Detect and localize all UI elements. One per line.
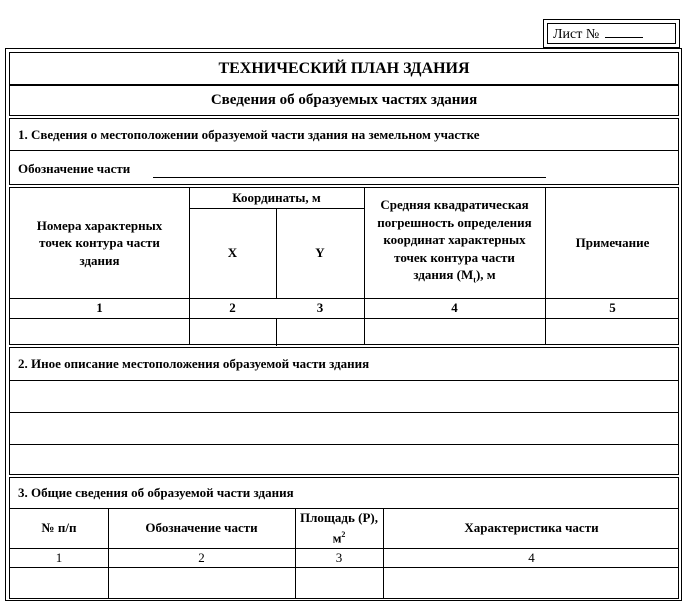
col-x: X: [227, 245, 238, 261]
col-area: [295, 508, 383, 548]
description-line[interactable]: [10, 380, 678, 412]
designation-row: [10, 150, 678, 185]
col-num-3: 3: [316, 300, 324, 316]
form-frame: [5, 48, 682, 601]
col-area-sup: 2: [341, 530, 346, 540]
col-index: № п/п: [41, 520, 77, 536]
col-num-1: 1: [96, 300, 103, 316]
table-row[interactable]: [10, 318, 678, 346]
table-row[interactable]: [10, 567, 678, 599]
description-line[interactable]: [10, 412, 678, 444]
subtitle-box: [9, 85, 679, 116]
col-rms-error: [364, 188, 545, 298]
col-rms-error-unit: ), м: [475, 267, 496, 283]
sheet-number-field[interactable]: [547, 23, 676, 44]
section3: [9, 477, 679, 599]
section3-heading: 3. Общие сведения об образуемой части здания: [18, 485, 294, 500]
description-line[interactable]: [10, 444, 678, 475]
col3-num-4: 4: [528, 549, 535, 565]
col-num-4: 4: [451, 300, 458, 316]
col-rms-error-sub: t: [473, 276, 476, 286]
page-title: ТЕХНИЧЕСКИЙ ПЛАН ЗДАНИЯ: [218, 60, 470, 77]
section2-heading: 2. Иное описание местоположения образуемой части здания: [18, 356, 370, 371]
sheet-number-blank[interactable]: [605, 25, 643, 38]
sheet-number-box: [543, 19, 680, 48]
coordinates-table: [9, 187, 679, 345]
col-note: Примечание: [575, 235, 650, 251]
col-num-5: 5: [609, 300, 616, 316]
sheet-number-label: Лист №: [553, 27, 600, 42]
col-point-numbers: Номера характерных точек контура части здания: [36, 217, 163, 268]
col3-num-2: 2: [198, 549, 205, 565]
page-subtitle: Сведения об образуемых частях здания: [210, 92, 478, 108]
col3-num-1: 1: [55, 549, 63, 565]
col3-num-3: 3: [335, 549, 343, 565]
col-area-text: Площадь (P), м: [300, 509, 378, 546]
col-characteristic: Характеристика части: [464, 520, 599, 536]
col-part-designation: Обозначение части: [145, 520, 258, 536]
col-rms-error-text: Средняя квадратическая погрешность определения координат характерных точек контура части здания (M: [377, 197, 532, 283]
designation-label: Обозначение части: [18, 161, 131, 176]
designation-input[interactable]: [153, 177, 546, 178]
section1-heading: 1. Сведения о местоположении образуемой части здания на земельном участке: [18, 127, 480, 142]
col-num-2: 2: [229, 300, 236, 316]
title-box: [9, 52, 679, 85]
section2: [9, 347, 679, 475]
col-coordinates: Координаты, м: [232, 190, 321, 206]
col-y: Y: [315, 245, 325, 261]
section1-header: [9, 118, 679, 185]
